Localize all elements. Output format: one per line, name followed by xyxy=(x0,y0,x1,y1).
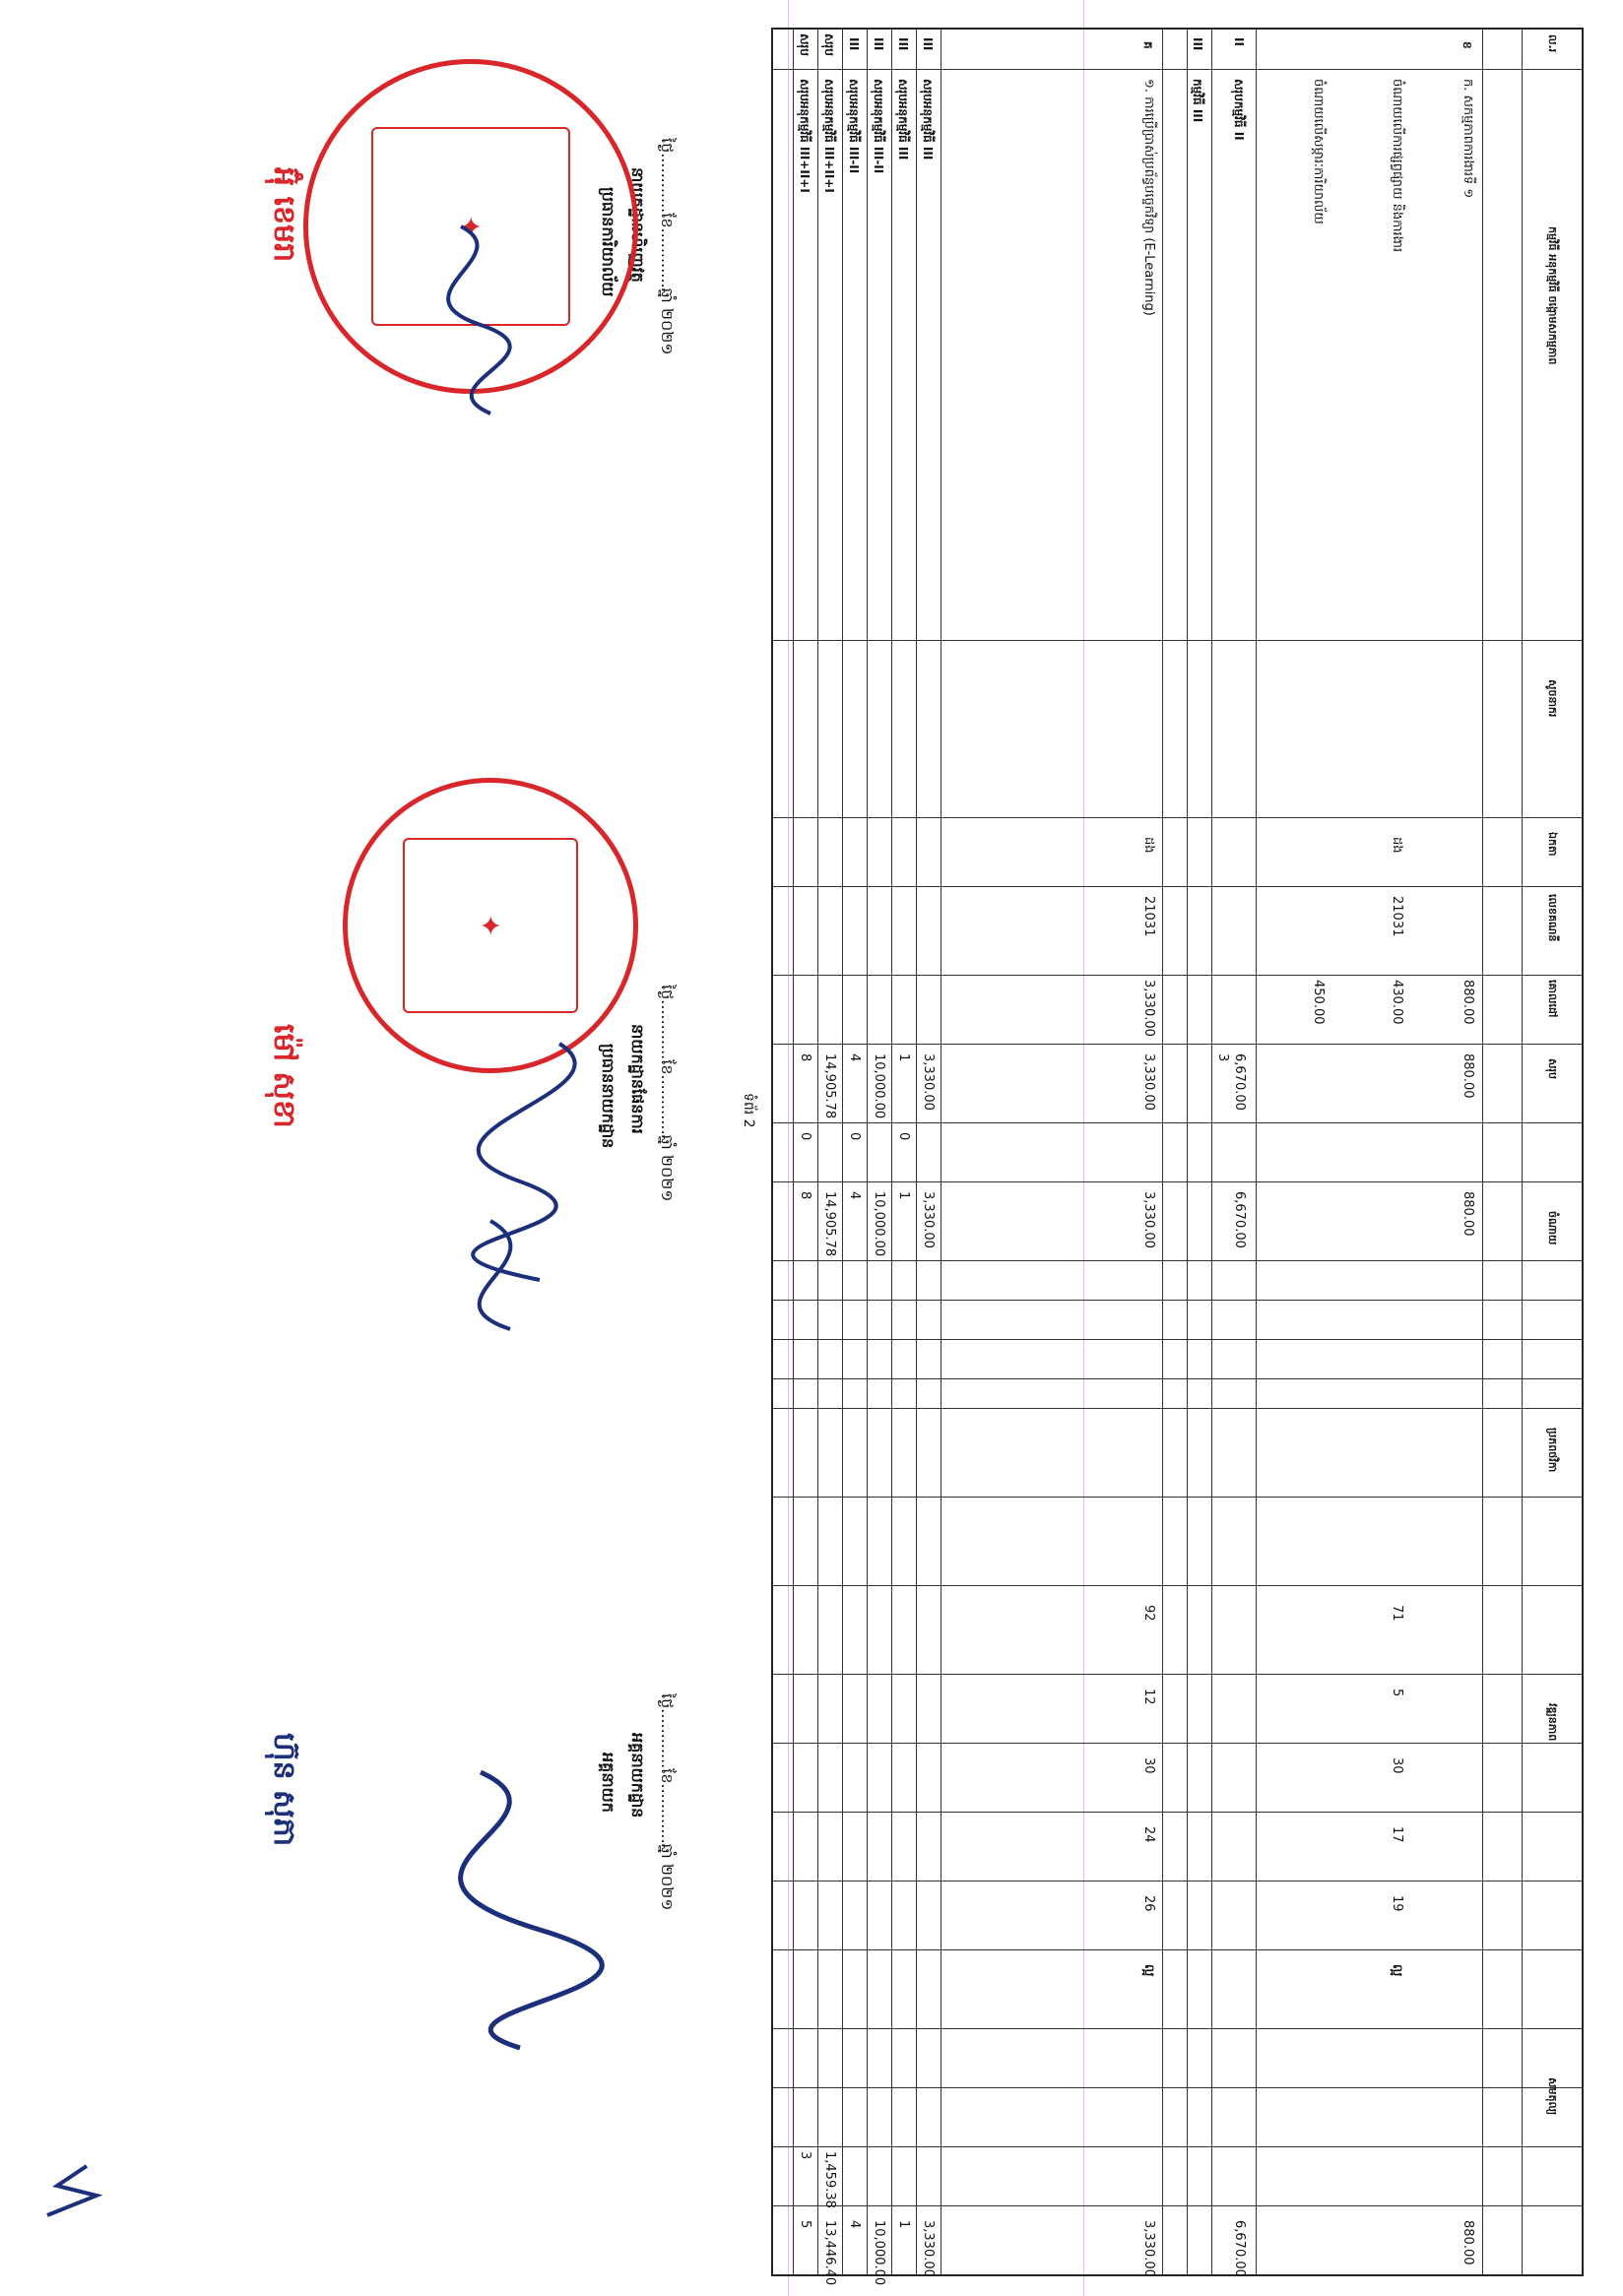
row-no: III xyxy=(847,37,861,51)
right-date: ថ្ងៃ............ខែ............ឆ្នាំ ២០២១ xyxy=(658,1693,677,1911)
left-name: អ៊ុំ ខេមរា xyxy=(267,167,301,263)
row-budget: 1 xyxy=(896,1053,911,1062)
status-badge: ល្អ xyxy=(1141,1964,1156,1977)
middle-date: ថ្ងៃ............ខែ............ឆ្នាំ ២០២១ xyxy=(658,985,677,1202)
row-extra: 5 xyxy=(798,2220,812,2229)
row-spent: 8 xyxy=(798,1191,812,1200)
row-budget: 880.00 xyxy=(1461,1053,1475,1099)
row-rem: 1,459.38 xyxy=(822,2151,837,2208)
row-spent: 10,000.00 xyxy=(872,1191,886,1257)
row-no: II xyxy=(1232,37,1246,46)
official-stamp-icon: ✦ xyxy=(303,59,638,394)
header-target: គោលដៅ xyxy=(1546,980,1559,1018)
official-stamp-icon: ✦ xyxy=(343,778,638,1073)
progress-value: 71 xyxy=(1390,1605,1404,1622)
row-budget: 3,330.00 xyxy=(921,1053,936,1111)
left-role: ប្រធានការិយាល័យ xyxy=(599,187,617,297)
signature-initial xyxy=(47,2166,97,2215)
progress-value: 19 xyxy=(1390,1895,1404,1912)
header-progress: វឌ្ឍនភាព xyxy=(1546,1703,1559,1742)
row-title: សរុបកម្មវិធី II xyxy=(1232,79,1246,141)
row-budget: 10,000.00 xyxy=(872,1053,886,1119)
page-number: ទំព័រ 2 xyxy=(741,1093,756,1128)
row-no: គ xyxy=(1141,41,1155,49)
row-spent: 880.00 xyxy=(1461,1191,1475,1237)
row-no: សរុប xyxy=(822,33,836,56)
row-budget: 14,905.78 xyxy=(822,1053,837,1119)
row-title: សរុបអនុកម្មវិធី III xyxy=(921,79,935,160)
row-account: 21031 xyxy=(1141,896,1156,937)
header-remaining: សមតុល្យ xyxy=(1546,2077,1559,2116)
row-title: ក. សកម្មភាពការងារទី ១ xyxy=(1461,79,1475,199)
row-no: III xyxy=(872,37,885,51)
header-program: កម្មវិធី អនុកម្មវិធី ចង្កោមសកម្មភាព xyxy=(1546,226,1559,365)
row-account: 21031 xyxy=(1390,896,1404,937)
row-title: ចំណាយលើការផ្សព្វផ្សាយ និងការងារ xyxy=(1390,79,1404,253)
progress-value: 26 xyxy=(1141,1895,1156,1912)
row-budget: 8 xyxy=(798,1053,812,1062)
progress-value: 12 xyxy=(1141,1689,1156,1705)
row-title: កម្មវិធី III xyxy=(1191,79,1204,123)
row-spent: 3,330.00 xyxy=(921,1191,936,1248)
row-count: 0 xyxy=(896,1132,911,1141)
row-title: សរុបអនុកម្មវិធី III-II xyxy=(872,79,885,174)
row-extra: 3,330.00 xyxy=(1141,2220,1156,2277)
row-no: III xyxy=(1191,37,1204,51)
middle-name: ម៉ៅ សុខា xyxy=(267,1024,301,1128)
progress-value: 5 xyxy=(1390,1689,1404,1697)
row-no: III xyxy=(896,37,910,51)
row-extra: 880.00 xyxy=(1461,2220,1475,2265)
row-budget: 6,670.00 xyxy=(1232,1053,1247,1111)
progress-value: 30 xyxy=(1141,1757,1156,1774)
header-account: លេខគណនី xyxy=(1546,894,1559,942)
progress-value: 92 xyxy=(1141,1605,1156,1622)
status-badge: ល្អ xyxy=(1390,1964,1404,1977)
left-date: ថ្ងៃ............ខែ............ឆ្នាំ ២០២១ xyxy=(658,138,677,355)
row-extra: 4 xyxy=(847,2220,862,2229)
left-title: នាយកដ្ឋានហិរញ្ញវត្ថុ xyxy=(628,167,647,283)
row-budget: 4 xyxy=(847,1053,862,1062)
header-no: ល.រ xyxy=(1546,34,1559,53)
row-no: ខ xyxy=(1461,41,1474,49)
signature-middle xyxy=(473,1044,574,1280)
row-extra: 6,670.00 xyxy=(1232,2220,1247,2277)
row-title: សរុបអនុកម្មវិធី III+II+I xyxy=(798,79,812,193)
signature-right xyxy=(461,1772,603,2048)
row-no: III xyxy=(921,37,935,51)
row-count: 3 xyxy=(1215,1053,1230,1062)
progress-value: 17 xyxy=(1390,1826,1404,1843)
header-expense: ចំណាយ xyxy=(1546,1211,1559,1245)
right-role: អគ្គនាយក xyxy=(599,1753,617,1813)
row-unit: ដង xyxy=(1390,837,1404,854)
row-budget: 3,330.00 xyxy=(1141,1053,1156,1111)
right-title: អគ្គនាយកដ្ឋាន xyxy=(628,1733,647,1818)
header-indicator: សូចនាករ xyxy=(1546,679,1559,718)
row-title: សរុបអនុកម្មវិធី III+II+I xyxy=(822,79,836,193)
row-target: 450.00 xyxy=(1311,980,1326,1025)
middle-role: ប្រធាននាយកដ្ឋាន xyxy=(599,1044,617,1149)
header-breakdown: ប្រភពថវិកា xyxy=(1546,1428,1559,1473)
row-spent: 6,670.00 xyxy=(1232,1191,1247,1248)
row-extra: 1 xyxy=(896,2220,911,2229)
row-count: 0 xyxy=(847,1132,862,1141)
progress-value: 24 xyxy=(1141,1826,1156,1843)
progress-value: 30 xyxy=(1390,1757,1404,1774)
row-spent: 4 xyxy=(847,1191,862,1200)
row-target: 430.00 xyxy=(1390,980,1404,1025)
row-extra: 13,446.40 xyxy=(822,2220,837,2286)
middle-title: នាយកដ្ឋានផែនការ xyxy=(628,1024,647,1134)
row-spent: 14,905.78 xyxy=(822,1191,837,1257)
row-extra: 10,000.00 xyxy=(872,2220,886,2286)
row-count: 0 xyxy=(798,1132,812,1141)
row-target: 3,330.00 xyxy=(1141,980,1156,1037)
right-name: ហ៊ុន សុភា xyxy=(267,1733,301,1847)
row-title: សរុបអនុកម្មវិធី III-II xyxy=(847,79,861,174)
header-budget-total: សរុប xyxy=(1546,1058,1559,1079)
row-rem: 3 xyxy=(798,2151,812,2160)
row-title: ១. ការប្រើប្រាស់ប្រព័ន្ធបច្ចេកវិទ្យា (E-Learning) xyxy=(1141,79,1156,316)
row-title: សរុបអនុកម្មវិធី III xyxy=(896,79,910,160)
row-target: 880.00 xyxy=(1461,980,1475,1025)
row-spent: 1 xyxy=(896,1191,911,1200)
row-extra: 3,330.00 xyxy=(921,2220,936,2277)
row-no: សរុប xyxy=(798,33,812,56)
signature-left xyxy=(448,226,510,414)
row-title: ចំណាយលើសម្ភារៈការិយាល័យ xyxy=(1311,79,1326,224)
row-spent: 3,330.00 xyxy=(1141,1191,1156,1248)
row-unit: ដង xyxy=(1141,837,1156,854)
header-unit: ឯកតា xyxy=(1546,832,1559,857)
